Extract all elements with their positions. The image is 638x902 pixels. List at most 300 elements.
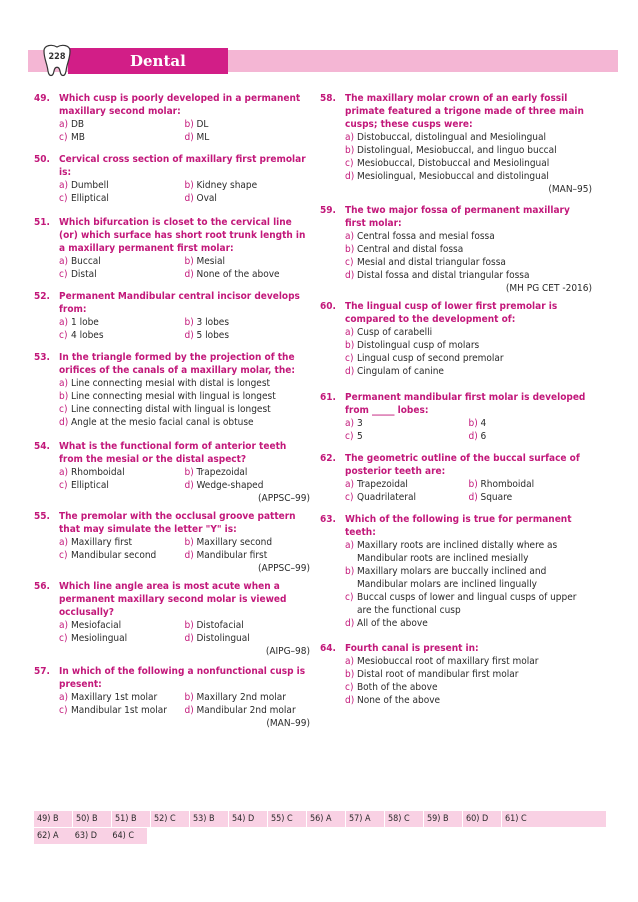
question-text: Which cusp is poorly developed in a permanent maxillary second molar: — [59, 93, 301, 117]
option-letter: a) — [59, 317, 69, 328]
option-letter: a) — [59, 180, 69, 191]
option-item — [59, 329, 185, 342]
question-source: (APPSC–99) — [258, 493, 310, 504]
option-text: Mesiofacial — [71, 620, 122, 631]
options-block — [34, 255, 310, 281]
question-item — [320, 452, 592, 504]
option-text: Maxillary first — [71, 537, 133, 548]
option-text: Mesiolingual, Mesiobuccal and distolingual — [357, 171, 549, 182]
question-item — [34, 290, 310, 342]
option-letter: b) — [468, 418, 478, 429]
option-item — [345, 157, 592, 170]
option-text: Maxillary second — [196, 537, 273, 548]
option-item — [59, 416, 310, 429]
option-item — [345, 326, 592, 339]
options-block — [320, 417, 592, 443]
option-text: MB — [71, 132, 85, 143]
question-text-line — [320, 391, 592, 417]
question-source: (MH PG CET -2016) — [505, 283, 592, 294]
option-item — [345, 131, 592, 144]
option-letter: d) — [468, 492, 478, 503]
answer-cell: 51) B — [115, 814, 137, 824]
option-text: Mesiobuccal, Distobuccal and Mesiolingual — [357, 158, 550, 169]
question-text: Which bifurcation is closet to the cervical line (or) which surface has short root trunk length in a maxillary permanent first molar: — [59, 217, 306, 254]
option-text: Mesiobuccal root of maxillary first molar — [357, 656, 539, 667]
option-letter: d) — [184, 269, 194, 280]
option-letter: a) — [59, 256, 69, 267]
question-item — [320, 300, 592, 378]
question-text: Which of the following is true for permanent teeth: — [345, 514, 572, 538]
option-item — [59, 632, 185, 645]
answer-cell: 53) B — [193, 814, 215, 824]
option-row — [59, 131, 310, 144]
answer-cell: 63) D — [74, 831, 97, 841]
option-item — [469, 491, 593, 504]
answer-cell: 58) C — [388, 814, 410, 824]
option-item — [345, 565, 592, 591]
option-letter: b) — [184, 180, 194, 191]
option-row — [59, 691, 310, 704]
option-text: Central and distal fossa — [357, 244, 464, 255]
option-letter: a) — [59, 537, 69, 548]
question-item — [320, 92, 592, 196]
question-text: The premolar with the occlusal groove pattern that may simulate the letter "Y" is: — [59, 511, 296, 535]
option-letter: c) — [59, 269, 68, 280]
answer-cell: 62) A — [37, 831, 59, 841]
option-letter: c) — [345, 492, 354, 503]
question-source: (AIPG–98) — [265, 646, 310, 657]
question-item — [34, 440, 310, 505]
question-text-line — [34, 216, 310, 255]
option-letter: c) — [59, 132, 68, 143]
option-item — [345, 655, 592, 668]
question-item — [34, 92, 310, 144]
option-row — [345, 430, 592, 443]
options-block — [34, 377, 310, 429]
question-item — [34, 216, 310, 281]
option-item — [345, 170, 592, 183]
option-letter: a) — [59, 378, 69, 389]
option-item — [345, 144, 592, 157]
option-item — [59, 255, 185, 268]
question-source: (MAN–95) — [548, 184, 592, 195]
option-item — [345, 339, 592, 352]
option-row — [59, 704, 310, 717]
option-item — [185, 255, 311, 268]
option-text: Mesiolingual — [71, 633, 128, 644]
options-block — [34, 316, 310, 342]
question-number: 55. — [34, 511, 50, 522]
answer-cell: 59) B — [427, 814, 449, 824]
option-text: Mandibular first — [196, 550, 268, 561]
option-item — [469, 430, 593, 443]
option-letter: d) — [184, 193, 194, 204]
option-letter: a) — [59, 692, 69, 703]
option-item — [59, 179, 185, 192]
question-text: Permanent Mandibular central incisor develops from: — [59, 291, 300, 315]
question-source: (MAN–99) — [266, 718, 310, 729]
option-item — [59, 619, 185, 632]
option-text: Trapezoidal — [196, 467, 248, 478]
option-row — [59, 192, 310, 205]
option-text: DL — [196, 119, 209, 130]
question-number: 58. — [320, 93, 336, 104]
question-number: 51. — [34, 217, 50, 228]
option-item — [185, 479, 311, 492]
option-letter: c) — [59, 705, 68, 716]
question-text-line — [320, 642, 592, 655]
option-item — [185, 619, 311, 632]
option-text: Wedge-shaped — [196, 480, 264, 491]
question-item — [320, 513, 592, 630]
option-text: Distofacial — [196, 620, 244, 631]
option-text: Mesial and distal triangular fossa — [357, 257, 506, 268]
option-text: Distobuccal, distolingual and Mesiolingual — [357, 132, 547, 143]
option-text: DB — [71, 119, 85, 130]
option-item — [59, 691, 185, 704]
option-row — [59, 255, 310, 268]
option-text: Mandibular 1st molar — [71, 705, 167, 716]
option-item — [345, 365, 592, 378]
question-text: In the triangle formed by the projection of the orifices of the canals of a maxillary molar, the: — [59, 352, 295, 376]
option-item — [185, 536, 311, 549]
question-item — [320, 204, 592, 295]
answer-cell: 54) D — [232, 814, 255, 824]
option-letter: d) — [184, 705, 194, 716]
answer-cell: 56) A — [310, 814, 332, 824]
option-text: Elliptical — [71, 193, 109, 204]
question-text: The maxillary molar crown of an early fossil primate featured a trigone made of three main cusps; these cusps were: — [345, 93, 584, 130]
option-text: ML — [196, 132, 210, 143]
option-item — [185, 329, 311, 342]
option-row — [59, 536, 310, 549]
option-letter: a) — [345, 132, 355, 143]
option-letter: b) — [184, 467, 194, 478]
option-row — [59, 479, 310, 492]
option-letter: c) — [345, 353, 354, 364]
option-letter: b) — [345, 340, 355, 351]
question-item — [34, 580, 310, 658]
option-letter: d) — [345, 695, 355, 706]
option-text: 6 — [480, 431, 487, 442]
option-item — [345, 591, 592, 617]
option-letter: a) — [345, 231, 355, 242]
option-letter: c) — [345, 431, 354, 442]
answer-cell: 49) B — [37, 814, 59, 824]
option-row — [59, 118, 310, 131]
question-number: 54. — [34, 441, 50, 452]
option-letter: b) — [59, 391, 69, 402]
option-letter: d) — [184, 480, 194, 491]
option-text: Square — [480, 492, 513, 503]
option-text: Oval — [196, 193, 217, 204]
option-letter: c) — [59, 480, 68, 491]
options-block — [34, 691, 310, 717]
option-letter: d) — [345, 618, 355, 629]
option-text: Rhomboidal — [71, 467, 125, 478]
option-text: Lingual cusp of second premolar — [357, 353, 504, 364]
option-row — [345, 417, 592, 430]
option-letter: a) — [345, 656, 355, 667]
option-item — [185, 118, 311, 131]
left-column — [34, 92, 310, 730]
option-text: Distal fossa and distal triangular fossa — [357, 270, 530, 281]
option-letter: a) — [345, 327, 355, 338]
option-text: Quadrilateral — [357, 492, 416, 503]
option-row — [59, 268, 310, 281]
question-number: 60. — [320, 301, 336, 312]
option-row — [59, 549, 310, 562]
option-letter: b) — [345, 669, 355, 680]
question-text-line — [34, 92, 310, 118]
option-letter: c) — [59, 404, 68, 415]
question-item — [320, 642, 592, 707]
option-item — [345, 417, 469, 430]
option-letter: b) — [345, 244, 355, 255]
question-text: Permanent mandibular first molar is developed from _____ lobes: — [345, 392, 586, 416]
option-item — [59, 536, 185, 549]
option-item — [345, 617, 592, 630]
option-text: Rhomboidal — [480, 479, 535, 490]
option-item — [345, 256, 592, 269]
option-row — [59, 179, 310, 192]
option-item — [59, 466, 185, 479]
options-block — [34, 619, 310, 645]
answer-cell: 52) C — [154, 814, 176, 824]
option-letter: b) — [184, 692, 194, 703]
question-text-line — [320, 204, 592, 230]
option-letter: a) — [345, 540, 355, 551]
option-letter: b) — [184, 537, 194, 548]
question-item — [34, 510, 310, 575]
option-item — [185, 632, 311, 645]
option-text: 5 lobes — [196, 330, 230, 341]
option-text: Kidney shape — [196, 180, 258, 191]
question-number: 64. — [320, 643, 336, 654]
question-number: 61. — [320, 392, 336, 403]
option-text: All of the above — [357, 618, 428, 629]
page-number: 228 — [48, 52, 66, 62]
question-text-line — [320, 92, 592, 131]
option-item — [345, 478, 469, 491]
option-item — [185, 131, 311, 144]
options-block — [320, 230, 592, 282]
option-text: Elliptical — [71, 480, 109, 491]
option-text: 3 — [357, 418, 363, 429]
option-item — [345, 269, 592, 282]
option-text: Distal — [71, 269, 97, 280]
option-letter: c) — [345, 158, 354, 169]
option-text: Central fossa and mesial fossa — [357, 231, 495, 242]
option-item — [469, 478, 593, 491]
option-letter: d) — [345, 171, 355, 182]
option-text: Maxillary 2nd molar — [196, 692, 286, 703]
option-text: Mesial — [196, 256, 226, 267]
option-item — [59, 118, 185, 131]
option-text: Distal root of mandibular first molar — [357, 669, 519, 680]
option-letter: d) — [184, 330, 194, 341]
question-text-line — [34, 153, 310, 179]
option-item — [59, 268, 185, 281]
question-text-line — [34, 290, 310, 316]
question-number: 57. — [34, 666, 50, 677]
option-row — [59, 329, 310, 342]
option-letter: a) — [59, 467, 69, 478]
option-text: Angle at the mesio facial canal is obtuse — [71, 417, 254, 428]
question-text: What is the functional form of anterior teeth from the mesial or the distal aspect? — [59, 441, 287, 465]
option-letter: b) — [184, 620, 194, 631]
option-letter: c) — [345, 257, 354, 268]
question-text-line — [34, 351, 310, 377]
option-item — [185, 316, 311, 329]
option-item — [59, 403, 310, 416]
option-item — [185, 466, 311, 479]
option-letter: d) — [468, 431, 478, 442]
option-item — [185, 268, 311, 281]
question-item — [34, 665, 310, 730]
option-letter: b) — [184, 119, 194, 130]
question-source: (APPSC–99) — [258, 563, 310, 574]
option-letter: d) — [345, 270, 355, 281]
right-column — [320, 92, 592, 707]
question-number: 59. — [320, 205, 336, 216]
option-item — [469, 417, 593, 430]
option-item — [59, 390, 310, 403]
options-block — [320, 131, 592, 183]
option-text: 5 — [357, 431, 363, 442]
option-letter: a) — [345, 418, 355, 429]
question-text-line — [320, 513, 592, 539]
options-block — [34, 466, 310, 492]
option-text: 3 lobes — [196, 317, 230, 328]
option-item — [345, 352, 592, 365]
answer-cell: 50) B — [76, 814, 98, 824]
option-text: Both of the above — [357, 682, 438, 693]
question-text-line — [34, 580, 310, 619]
question-text: In which of the following a nonfunctional cusp is present: — [59, 666, 306, 690]
option-item — [345, 681, 592, 694]
option-text: Trapezoidal — [357, 479, 408, 490]
option-text: None of the above — [357, 695, 441, 706]
option-item — [59, 316, 185, 329]
answer-cell: 61) C — [505, 814, 527, 824]
option-letter: c) — [59, 330, 68, 341]
question-text-line — [34, 665, 310, 691]
answer-cell: 57) A — [349, 814, 371, 824]
option-letter: b) — [345, 145, 355, 156]
answer-cell: 64) C — [112, 831, 135, 841]
option-letter: d) — [184, 633, 194, 644]
option-letter: c) — [59, 550, 68, 561]
header-title-box — [68, 48, 228, 96]
option-letter: c) — [345, 592, 354, 603]
header-title: Dental Pulse — [130, 52, 186, 96]
question-text: The two major fossa of permanent maxillary first molar: — [345, 205, 570, 229]
option-item — [59, 704, 185, 717]
option-letter: c) — [59, 193, 68, 204]
option-item — [345, 243, 592, 256]
option-row — [59, 619, 310, 632]
option-row — [59, 466, 310, 479]
option-letter: a) — [345, 479, 355, 490]
question-text: Which line angle area is most acute when a permanent maxillary second molar is viewed occlusally? — [59, 581, 287, 618]
option-text: Maxillary 1st molar — [71, 692, 158, 703]
option-letter: c) — [59, 633, 68, 644]
question-number: 56. — [34, 581, 50, 592]
option-text: Dumbell — [71, 180, 109, 191]
option-letter: d) — [59, 417, 69, 428]
question-number: 53. — [34, 352, 50, 363]
answer-key-row-1 — [34, 811, 606, 827]
options-block — [34, 118, 310, 144]
option-text: None of the above — [196, 269, 280, 280]
option-item — [59, 479, 185, 492]
option-item — [185, 192, 311, 205]
option-row — [59, 632, 310, 645]
option-letter: d) — [184, 132, 194, 143]
option-text: Distolingual cusp of molars — [357, 340, 480, 351]
option-letter: b) — [345, 566, 355, 577]
question-item — [34, 153, 310, 205]
option-item — [345, 668, 592, 681]
option-text: Distolingual, Mesiobuccal, and linguo buccal — [357, 145, 557, 156]
option-letter: c) — [345, 682, 354, 693]
options-block — [34, 179, 310, 205]
option-row — [345, 478, 592, 491]
option-text: Buccal cusps of lower and lingual cusps of upper are the functional cusp — [357, 592, 577, 616]
question-text-line — [320, 300, 592, 326]
option-item — [345, 539, 592, 565]
option-text: Distolingual — [196, 633, 250, 644]
option-item — [59, 131, 185, 144]
option-row — [59, 316, 310, 329]
question-number: 52. — [34, 291, 50, 302]
option-item — [59, 549, 185, 562]
question-text-line — [34, 510, 310, 536]
question-text-line — [34, 440, 310, 466]
question-text-line — [320, 452, 592, 478]
option-item — [345, 491, 469, 504]
options-block — [320, 655, 592, 707]
options-block — [320, 326, 592, 378]
option-text: Mandibular second — [71, 550, 157, 561]
option-item — [185, 179, 311, 192]
answer-cell: 55) C — [271, 814, 293, 824]
option-text: Cingulam of canine — [357, 366, 444, 377]
question-number: 49. — [34, 93, 50, 104]
options-block — [320, 478, 592, 504]
option-letter: a) — [59, 119, 69, 130]
option-item — [345, 230, 592, 243]
option-item — [345, 694, 592, 707]
option-letter: a) — [59, 620, 69, 631]
option-text: Line connecting mesial with distal is longest — [71, 378, 271, 389]
option-row — [345, 491, 592, 504]
option-text: Maxillary molars are buccally inclined and Mandibular molars are inclined lingually — [357, 566, 547, 590]
option-letter: d) — [184, 550, 194, 561]
question-text: The geometric outline of the buccal surface of posterior teeth are: — [345, 453, 580, 477]
option-text: 1 lobe — [71, 317, 99, 328]
option-letter: b) — [184, 317, 194, 328]
answer-key-row-2 — [34, 828, 147, 844]
options-block — [34, 536, 310, 562]
options-block — [320, 539, 592, 630]
option-letter: b) — [468, 479, 478, 490]
option-text: Line connecting distal with lingual is longest — [71, 404, 271, 415]
option-text: Mandibular 2nd molar — [196, 705, 296, 716]
option-letter: b) — [184, 256, 194, 267]
option-item — [185, 704, 311, 717]
